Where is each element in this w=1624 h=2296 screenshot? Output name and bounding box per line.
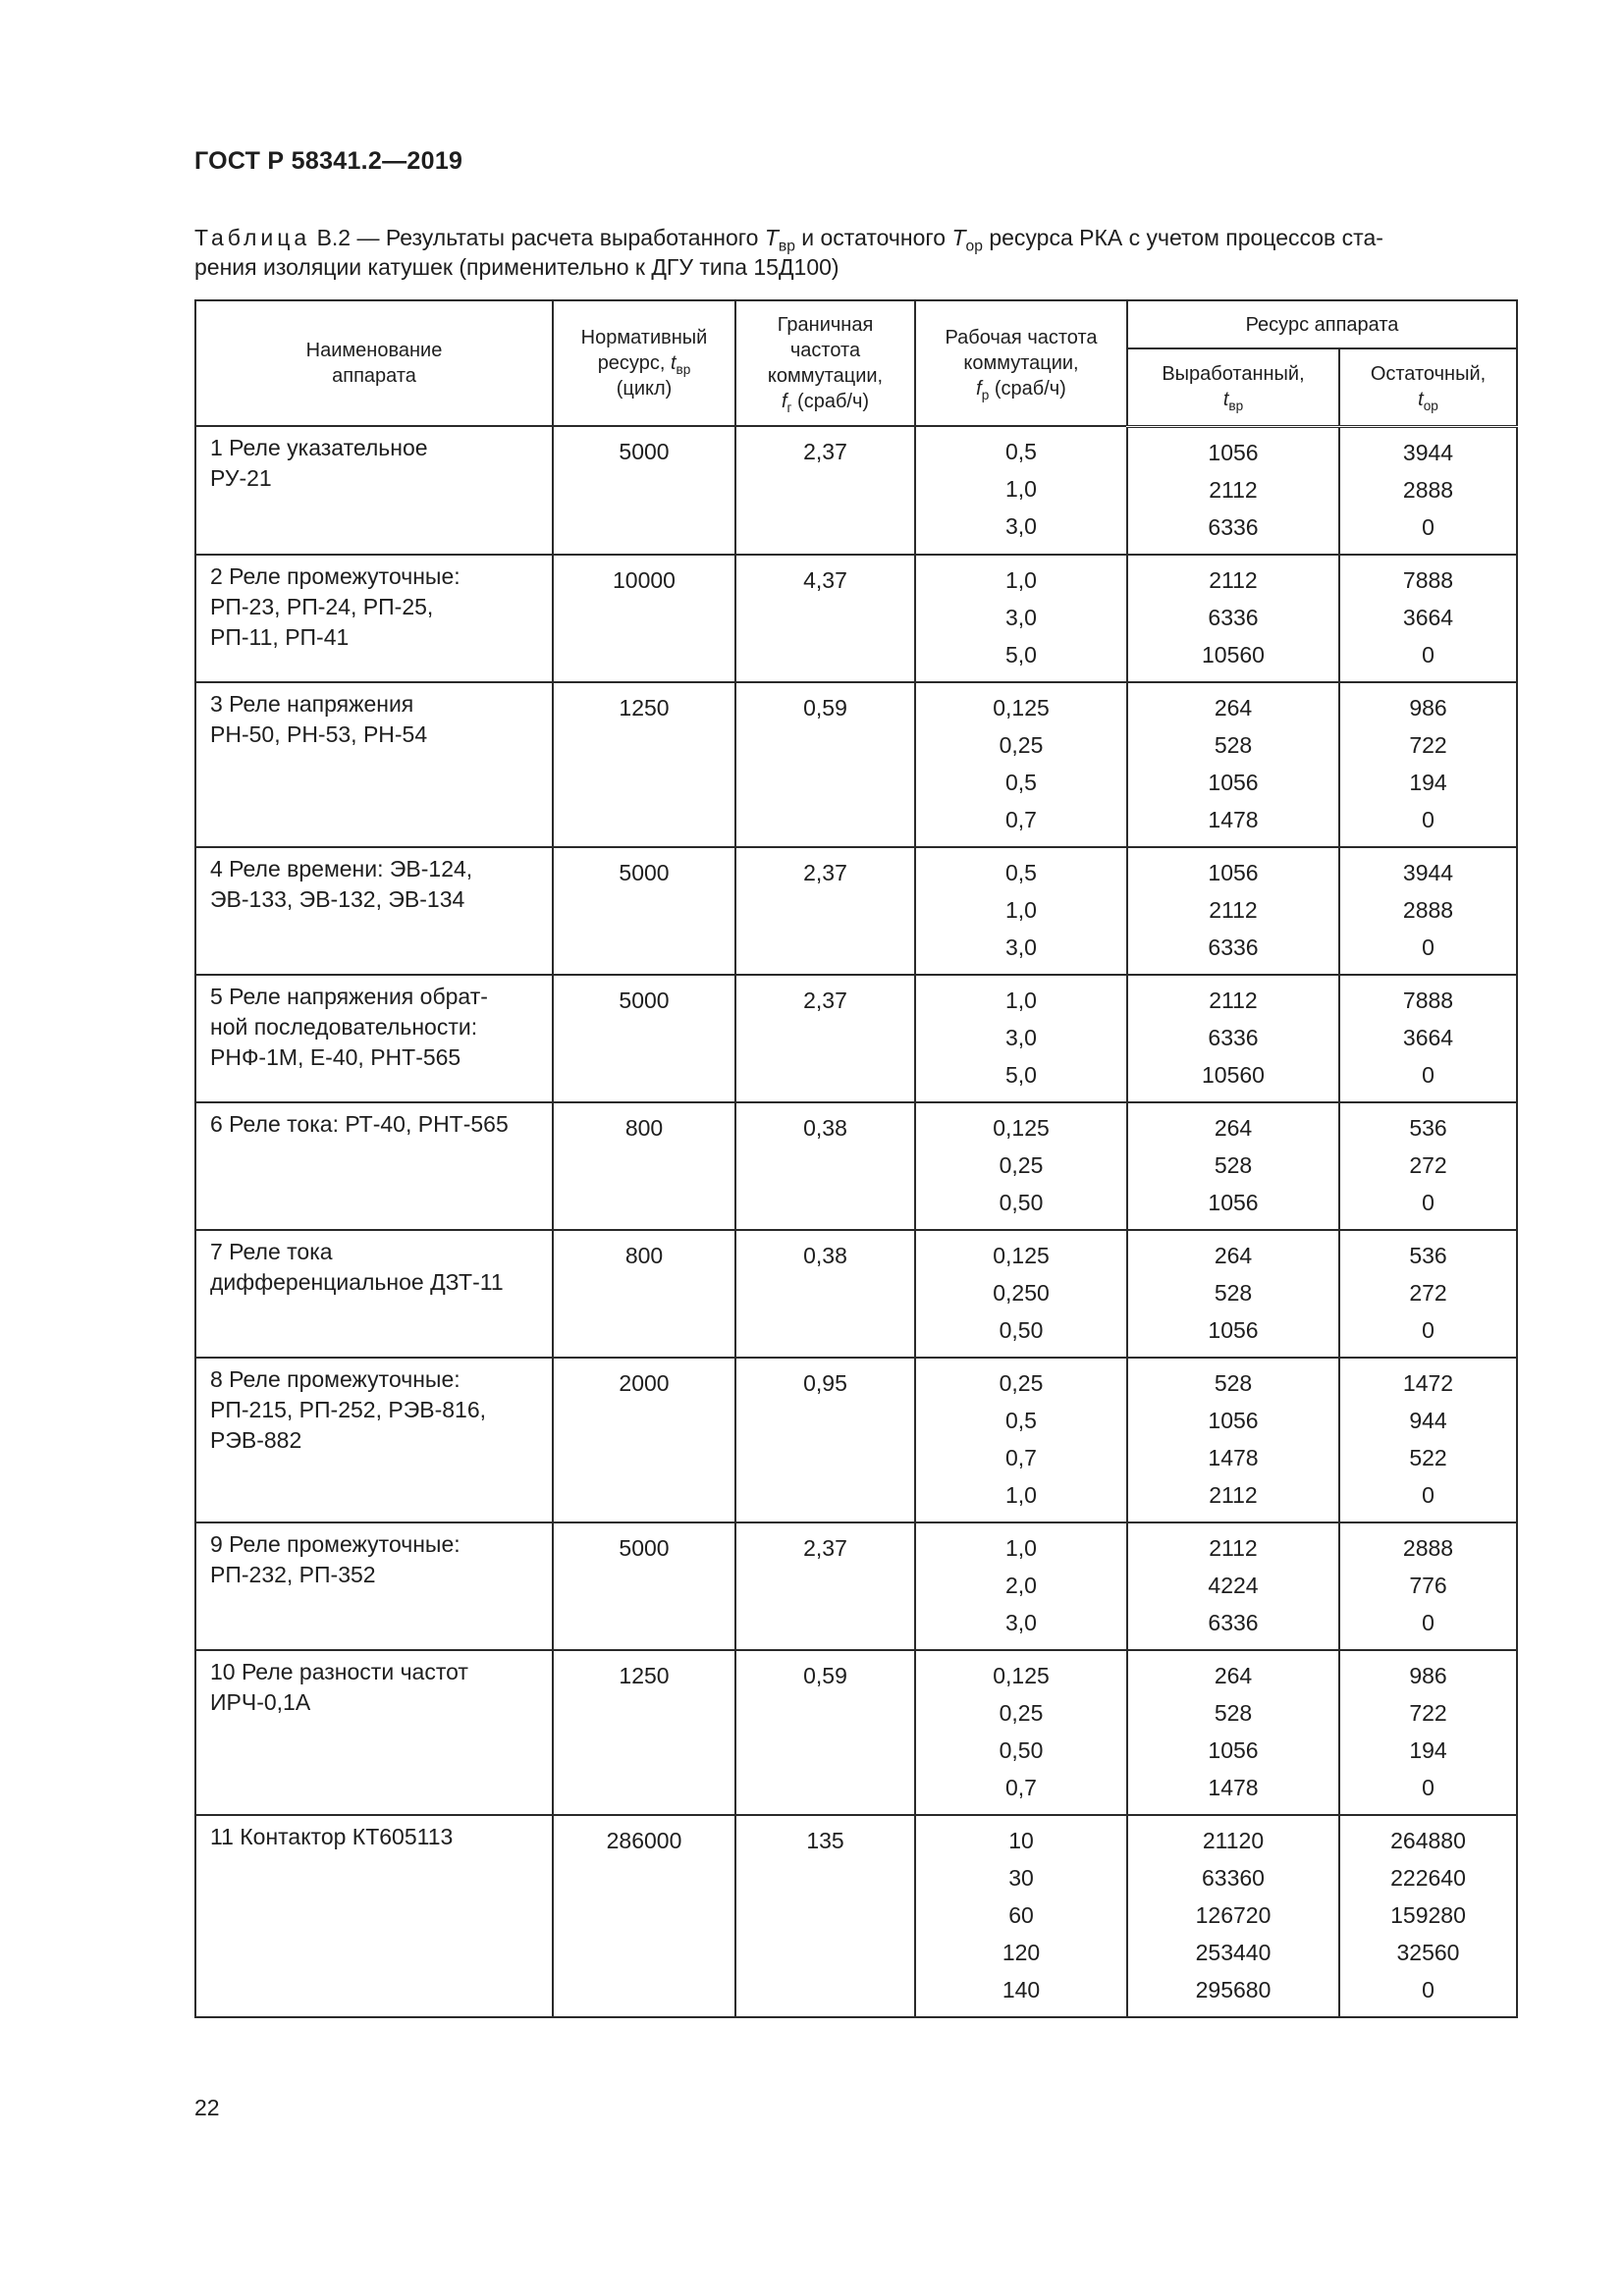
caption-line-2: рения изоляции катушек (применительно к ДГУ типа 15Д100) [194,254,839,280]
working-frequency-value: 0,25 [999,731,1044,758]
apparatus-name-line: 9 Реле промежуточные: [210,1530,460,1557]
working-frequency-value-cell [915,426,1127,555]
remaining-resource-value: 7888 [1402,566,1454,593]
header-symbol: t [1418,389,1424,411]
used-resource-value: 264 [1214,1114,1253,1141]
header-subscript: ор [1423,399,1438,413]
working-frequency-value: 0,7 [1005,1774,1037,1800]
apparatus-name-line: ной последовательности: [210,1013,478,1040]
header-symbol: t [1222,389,1229,411]
results-table [194,299,1518,2018]
apparatus-name-cell [195,1230,553,1358]
used-resource-value-cell [1127,426,1339,555]
normative-resource-cell: 5000 [553,1522,735,1650]
working-frequency-value: 120 [1001,1939,1041,1965]
remaining-resource-value: 522 [1409,1444,1447,1470]
header-text: Остаточный, [1370,363,1487,386]
working-frequency-value: 0,7 [1005,1444,1037,1470]
apparatus-name-line: 6 Реле тока: РТ-40, РНТ-565 [210,1110,509,1137]
header-symbol: t [670,352,677,374]
remaining-resource-value: 722 [1409,1699,1447,1726]
used-resource-value-cell [1127,1522,1339,1650]
apparatus-name-line: РП-23, РП-24, РП-25, [210,593,434,619]
header-apparatus-name-text: Наименование аппарата [305,340,443,387]
used-resource-value-cell [1127,1102,1339,1230]
normative-resource-cell: 2000 [553,1358,735,1522]
working-frequency-value: 0,50 [999,1736,1044,1763]
normative-resource-cell: 286000 [553,1815,735,2017]
apparatus-name-cell [195,1102,553,1230]
working-frequency-value: 0,250 [993,1279,1050,1306]
page-number: 22 [194,2095,220,2120]
used-resource-value-cell [1127,1815,1339,2017]
remaining-resource-value: 32560 [1396,1939,1460,1965]
used-resource-value-cell [1127,1230,1339,1358]
remaining-resource-value: 0 [1422,513,1435,540]
table-body [195,426,1517,2017]
used-resource-value: 295680 [1195,1976,1272,2002]
remaining-resource-value: 0 [1422,1774,1435,1800]
apparatus-name-line: дифференциальное ДЗТ-11 [210,1268,504,1295]
used-resource-value-cell [1127,1358,1339,1522]
apparatus-name-line: РП-11, РП-41 [210,623,350,650]
used-resource-value: 6336 [1208,1024,1259,1050]
normative-resource-cell: 800 [553,1230,735,1358]
document-header: ГОСТ Р 58341.2—2019 [194,147,463,175]
used-resource-value: 1056 [1208,769,1259,795]
remaining-resource-value: 0 [1422,1609,1435,1635]
working-frequency-value: 140 [1001,1976,1041,2002]
working-frequency-value-cell [915,555,1127,682]
working-frequency-value: 3,0 [1005,513,1037,539]
remaining-resource-value-cell [1339,555,1517,682]
working-frequency-value-cell [915,682,1127,847]
apparatus-name-line: 2 Реле промежуточные: [210,562,460,589]
header-subscript: вр [676,361,691,377]
header-limit-frequency [735,300,915,426]
apparatus-name-line: ИРЧ-0,1А [210,1688,311,1715]
table-row [195,1102,1517,1230]
used-resource-value: 528 [1214,731,1253,758]
header-working-frequency [915,300,1127,426]
normative-resource-cell: 5000 [553,975,735,1102]
header-normative-resource [553,300,735,426]
used-resource-value-cell [1127,555,1339,682]
remaining-resource-value-cell [1339,1230,1517,1358]
limit-frequency-cell: 4,37 [735,555,915,682]
table-row [195,1358,1517,1522]
used-resource-value: 1056 [1208,1189,1259,1215]
remaining-resource-value: 3664 [1402,1024,1454,1050]
table-row [195,847,1517,975]
header-subscript: вр [1228,399,1244,413]
caption-subscript-or: ор [965,238,983,255]
apparatus-name-line: ЭВ-133, ЭВ-132, ЭВ-134 [210,885,465,912]
remaining-resource-value: 2888 [1402,1534,1454,1561]
working-frequency-value: 0,125 [993,1242,1050,1268]
working-frequency-value: 1,0 [1005,1481,1037,1508]
header-text: коммутации, [963,352,1079,374]
limit-frequency-cell: 0,38 [735,1230,915,1358]
used-resource-value-cell [1127,975,1339,1102]
normative-resource-cell: 1250 [553,682,735,847]
working-frequency-value: 1,0 [1005,896,1037,923]
used-resource-value: 1056 [1208,1407,1259,1433]
caption-symbol-t: T [951,225,966,250]
remaining-resource-value: 2888 [1402,896,1454,923]
header-apparatus-name [195,300,553,426]
normative-resource-cell: 5000 [553,847,735,975]
remaining-resource-value-cell [1339,975,1517,1102]
remaining-resource-value: 722 [1409,731,1447,758]
apparatus-name-cell [195,1522,553,1650]
apparatus-name-line: РУ-21 [210,465,272,491]
working-frequency-value: 0,50 [999,1316,1044,1343]
header-subscript: р [981,387,990,402]
table-row [195,975,1517,1102]
remaining-resource-value-cell [1339,1650,1517,1815]
normative-resource-cell: 1250 [553,1650,735,1815]
working-frequency-value-cell [915,1230,1127,1358]
working-frequency-value: 5,0 [1005,1061,1037,1088]
remaining-resource-value: 986 [1409,1662,1447,1688]
working-frequency-value: 60 [1008,1901,1034,1928]
used-resource-value: 4224 [1208,1572,1259,1598]
remaining-resource-value: 222640 [1390,1864,1466,1891]
remaining-resource-value-cell [1339,1815,1517,2017]
table-row [195,426,1517,555]
normative-resource-cell: 5000 [553,426,735,555]
header-text: (цикл) [616,378,673,400]
apparatus-name-line: 8 Реле промежуточные: [210,1365,460,1392]
working-frequency-value: 0,5 [1005,859,1037,885]
working-frequency-value: 1,0 [1005,566,1037,593]
header-text: (сраб/ч) [994,378,1066,400]
working-frequency-value: 0,125 [993,1662,1050,1688]
used-resource-value: 10560 [1202,1061,1265,1088]
apparatus-name-line: 1 Реле указательное [210,435,428,460]
remaining-resource-value: 0 [1422,806,1435,832]
working-frequency-value: 0,125 [993,694,1050,721]
used-resource-value: 63360 [1202,1864,1265,1891]
limit-frequency-cell: 135 [735,1815,915,2017]
used-resource-value: 528 [1214,1699,1253,1726]
working-frequency-value-cell [915,1522,1127,1650]
working-frequency-value-cell [915,1358,1127,1522]
remaining-resource-value: 3944 [1402,439,1454,465]
apparatus-name-line: 5 Реле напряжения обрат- [210,983,488,1009]
apparatus-name-line: РНФ-1М, Е-40, РНТ-565 [210,1043,461,1070]
limit-frequency-cell: 0,59 [735,1650,915,1815]
header-text: (сраб/ч) [797,391,870,412]
apparatus-name-line: 4 Реле времени: ЭВ-124, [210,855,473,881]
apparatus-name-line: РП-232, РП-352 [210,1561,376,1587]
working-frequency-value-cell [915,975,1127,1102]
table-row [195,1815,1517,2017]
working-frequency-value: 3,0 [1005,1024,1037,1050]
limit-frequency-cell: 2,37 [735,847,915,975]
limit-frequency-cell: 2,37 [735,975,915,1102]
header-text: Выработанный, [1162,363,1305,386]
table-row [195,555,1517,682]
remaining-resource-value-cell [1339,1358,1517,1522]
used-resource-value: 1478 [1208,1444,1259,1470]
header-text: коммутации, [767,365,884,387]
used-resource-value: 1478 [1208,806,1259,832]
caption-symbol-t: T [764,225,779,250]
used-resource-value: 264 [1214,1662,1253,1688]
caption-number: В.2 [316,225,352,250]
caption-subscript-vr: вр [778,238,795,255]
remaining-resource-value: 159280 [1390,1901,1466,1928]
caption-text-2: и остаточного [794,225,952,250]
remaining-resource-value: 986 [1409,694,1447,721]
used-resource-value: 2112 [1209,1481,1258,1508]
used-resource-value: 264 [1214,694,1253,721]
used-resource-value: 253440 [1195,1939,1272,1965]
table-caption [194,223,1515,282]
remaining-resource-value: 2888 [1402,476,1454,503]
remaining-resource-value: 3944 [1402,859,1454,885]
header-symbol: f [781,391,787,412]
remaining-resource-value: 272 [1409,1151,1447,1178]
working-frequency-value: 0,25 [999,1369,1044,1396]
remaining-resource-value: 1472 [1402,1369,1454,1396]
remaining-resource-value-cell [1339,847,1517,975]
used-resource-value: 2112 [1209,566,1258,593]
used-resource-value: 1056 [1208,1316,1259,1343]
working-frequency-value: 0,5 [1005,769,1037,795]
working-frequency-value: 0,50 [999,1189,1044,1215]
header-text: Граничная [777,314,874,336]
header-subscript: г [786,400,792,415]
working-frequency-value: 3,0 [1005,604,1037,630]
limit-frequency-cell: 0,95 [735,1358,915,1522]
remaining-resource-value-cell [1339,426,1517,555]
used-resource-value: 2112 [1209,987,1258,1013]
remaining-resource-value: 194 [1409,769,1447,795]
apparatus-name-cell [195,847,553,975]
header-resource-group: Ресурс аппарата [1127,300,1517,348]
working-frequency-value-cell [915,1650,1127,1815]
limit-frequency-cell: 0,38 [735,1102,915,1230]
header-text: Рабочая частота [945,327,1098,348]
working-frequency-value: 1,0 [1005,476,1037,502]
used-resource-value: 528 [1214,1279,1253,1306]
table-row [195,682,1517,847]
used-resource-value-cell [1127,1650,1339,1815]
used-resource-value: 1056 [1208,1736,1259,1763]
apparatus-name-line: РН-50, РН-53, РН-54 [210,721,428,747]
apparatus-name-cell [195,1358,553,1522]
table-row [195,1522,1517,1650]
remaining-resource-value: 264880 [1390,1827,1466,1853]
remaining-resource-value: 536 [1409,1242,1447,1268]
apparatus-name-line: 10 Реле разности частот [210,1658,468,1684]
header-text: ресурс, [597,352,666,374]
working-frequency-value: 0,5 [1005,439,1037,464]
remaining-resource-value-cell [1339,1522,1517,1650]
working-frequency-value: 3,0 [1005,934,1037,960]
working-frequency-value: 0,125 [993,1114,1050,1141]
used-resource-value: 1056 [1208,439,1259,465]
apparatus-name-line: РП-215, РП-252, РЭВ-816, [210,1396,487,1422]
apparatus-name-cell [195,682,553,847]
used-resource-value: 1056 [1208,859,1259,885]
remaining-resource-value: 0 [1422,1316,1435,1343]
normative-resource-cell: 10000 [553,555,735,682]
limit-frequency-cell: 2,37 [735,426,915,555]
working-frequency-value: 5,0 [1005,641,1037,667]
remaining-resource-value: 272 [1409,1279,1447,1306]
table-row [195,1650,1517,1815]
working-frequency-value: 10 [1008,1827,1034,1853]
remaining-resource-value: 194 [1409,1736,1447,1763]
caption-text-1: — Результаты расчета выработанного [351,225,765,250]
used-resource-value: 126720 [1195,1901,1272,1928]
remaining-resource-value: 0 [1422,1189,1435,1215]
header-text: частота [789,340,861,361]
remaining-resource-value: 3664 [1402,604,1454,630]
remaining-resource-value: 0 [1422,1481,1435,1508]
used-resource-value: 6336 [1208,513,1259,540]
used-resource-value: 2112 [1209,476,1258,503]
used-resource-value: 2112 [1209,896,1258,923]
used-resource-value-cell [1127,682,1339,847]
remaining-resource-value: 0 [1422,1976,1435,2002]
working-frequency-value: 0,25 [999,1151,1044,1178]
header-remaining-resource [1339,348,1517,426]
working-frequency-value: 1,0 [1005,987,1037,1013]
apparatus-name-cell [195,555,553,682]
remaining-resource-value: 0 [1422,934,1435,960]
working-frequency-value-cell [915,1815,1127,2017]
remaining-resource-value: 776 [1409,1572,1447,1598]
caption-text-3: ресурса РКА с учетом процессов ста- [982,225,1383,250]
used-resource-value: 10560 [1202,641,1265,667]
remaining-resource-value: 944 [1409,1407,1447,1433]
remaining-resource-value: 0 [1422,1061,1435,1088]
used-resource-value: 6336 [1208,604,1259,630]
working-frequency-value: 0,25 [999,1699,1044,1726]
remaining-resource-value: 7888 [1402,987,1454,1013]
working-frequency-value: 3,0 [1005,1609,1037,1635]
header-symbol: f [976,378,982,400]
used-resource-value-cell [1127,847,1339,975]
apparatus-name-cell [195,975,553,1102]
used-resource-value: 1478 [1208,1774,1259,1800]
apparatus-name-cell [195,1650,553,1815]
apparatus-name-line: 11 Контактор КТ605113 [210,1823,454,1849]
used-resource-value: 2112 [1209,1534,1258,1561]
apparatus-name-line: РЭВ-882 [210,1426,302,1453]
used-resource-value: 528 [1214,1151,1253,1178]
apparatus-name-line: 3 Реле напряжения [210,690,414,717]
used-resource-value: 264 [1214,1242,1253,1268]
normative-resource-cell: 800 [553,1102,735,1230]
apparatus-name-cell [195,426,553,555]
remaining-resource-value-cell [1339,1102,1517,1230]
working-frequency-value-cell [915,1102,1127,1230]
remaining-resource-value-cell [1339,682,1517,847]
remaining-resource-value: 0 [1422,641,1435,667]
working-frequency-value: 2,0 [1005,1572,1037,1598]
working-frequency-value-cell [915,847,1127,975]
caption-label: Таблица [194,225,311,250]
working-frequency-value: 0,5 [1005,1407,1037,1433]
table-row [195,1230,1517,1358]
working-frequency-value: 30 [1008,1864,1034,1891]
used-resource-value: 21120 [1202,1827,1265,1853]
working-frequency-value: 1,0 [1005,1534,1037,1561]
apparatus-name-line: 7 Реле тока [210,1238,333,1264]
limit-frequency-cell: 2,37 [735,1522,915,1650]
working-frequency-value: 0,7 [1005,806,1037,832]
apparatus-name-cell [195,1815,553,2017]
header-text: Нормативный [580,327,708,348]
used-resource-value: 6336 [1208,934,1259,960]
limit-frequency-cell: 0,59 [735,682,915,847]
remaining-resource-value: 536 [1409,1114,1447,1141]
header-used-resource [1127,348,1339,426]
used-resource-value: 528 [1214,1369,1253,1396]
used-resource-value: 6336 [1208,1609,1259,1635]
